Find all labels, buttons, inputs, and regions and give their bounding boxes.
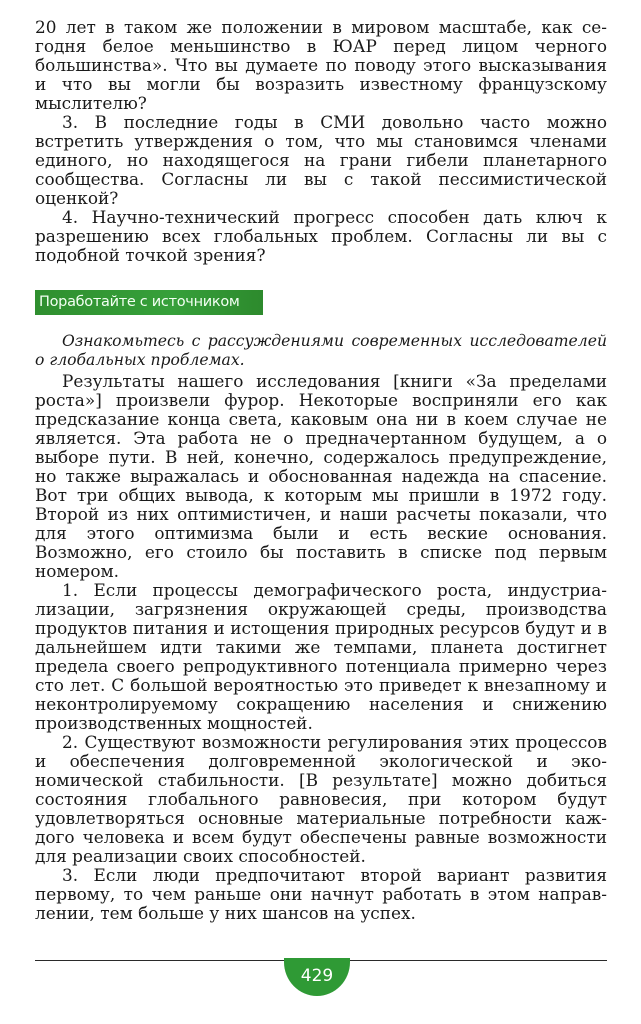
source-conclusion-3: 3. Если люди предпочитают второй вариант развития первому, то чем раньше они начнут работать в этом направлении, тем больше у них шансов на успех. <box>35 865 607 923</box>
page-number: 429 <box>284 958 350 996</box>
question-3: 3. В последние годы в СМИ довольно часто можно встретить утверждения о том, что мы становимся членами единого, но находящегося на грани гибели планетарного сообщества. Согласны ли вы с такой пессимистической оценкой? <box>35 112 607 208</box>
paragraph-continuation: 20 лет в таком же положении в мировом масштабе, как сегодня белое меньшинство в ЮАР перед лицом черного большинства». Что вы думаете по поводу этого высказывания и что вы могли бы возразить известному французскому мыслителю? <box>35 17 607 113</box>
page-content <box>35 18 607 923</box>
source-paragraph-main: Результаты нашего исследования [книги «За пределами роста»] произвели фурор. Некоторые восприняли его как предсказание конца света, каковым она ни в коем случае не является. Эта работа не о предначертанном будущем, а о выборе пути. В ней, конечно, содержалось предупреждение, но также выражалась и обоснованная надежда на спасение. Вот три общих вывода, к которым мы пришли в 1972 году. Второй из них оптимистичен, и наши расчеты показали, что для этого оптимизма были и есть веские основания. Возможно, его стоило бы поставить в списке под первым номером. <box>35 371 607 581</box>
section-banner: Поработайте с источником <box>35 290 263 315</box>
source-intro: Ознакомьтесь с рассуждениями современных исследователей о глобальных проблемах. <box>35 332 607 369</box>
source-conclusion-2: 2. Существуют возможности регулирования этих процессов и обеспечения долговременной экологической и экономической стабильности. [В результате] можно добиться состояния глобального равновесия, при котором будут удовлетворяться основные материальные потребности каждого человека и всем будут обеспечены равные возможности для реализации своих способностей. <box>35 732 607 866</box>
source-conclusion-1: 1. Если процессы демографического роста, индустриализации, загрязнения окружающей среды, производства продуктов питания и истощения природных ресурсов будут и в дальнейшем идти такими же темпами, планета достигнет предела своего репродуктивного потенциала примерно через сто лет. С большой вероятностью это приведет к внезапному и неконтролируемому сокращению населения и снижению производственных мощностей. <box>35 580 607 733</box>
question-4: 4. Научно-технический прогресс способен дать ключ к разрешению всех глобальных проблем. Согласны ли вы с подобной точкой зрения? <box>35 207 607 265</box>
